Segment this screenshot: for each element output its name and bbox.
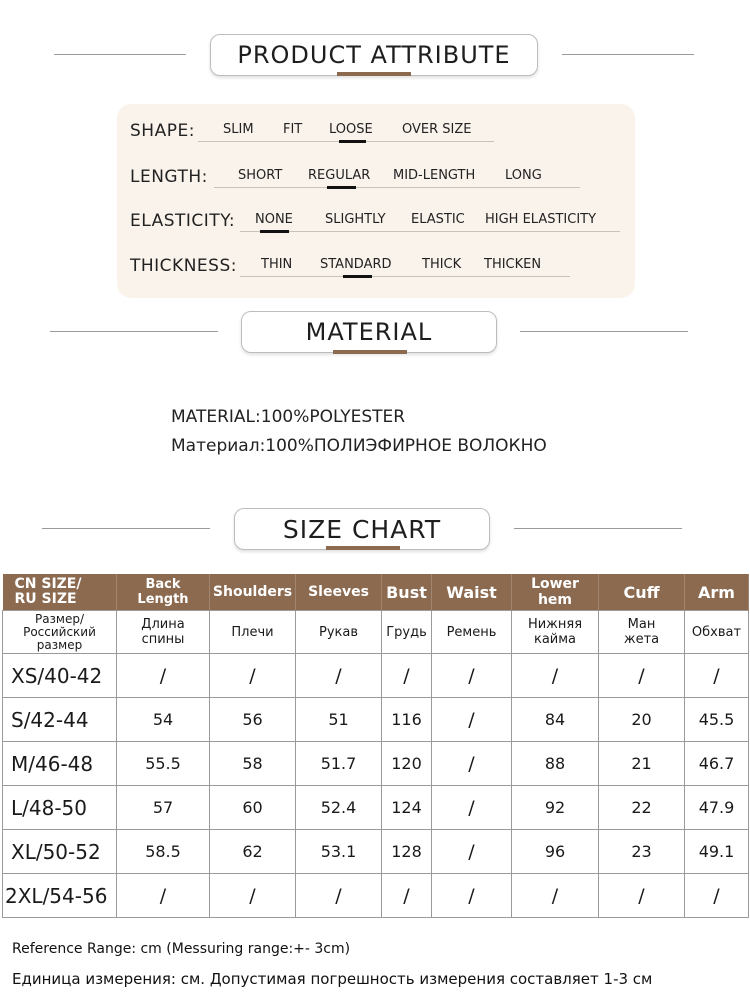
col-header-shoulders: Shoulders	[210, 574, 296, 611]
table-cell: 56	[210, 698, 296, 742]
size-cell: S/42-44	[3, 698, 117, 742]
table-cell: 49.1	[685, 830, 749, 874]
size-cell: L/48-50	[3, 786, 117, 830]
selection-marker	[339, 140, 366, 143]
attr-option: SLIM	[223, 122, 254, 137]
table-cell: 52.4	[296, 786, 382, 830]
divider-line	[42, 528, 210, 529]
table-cell: 120	[382, 742, 432, 786]
table-cell: 92	[512, 786, 599, 830]
table-cell: /	[432, 742, 512, 786]
attr-rule	[214, 187, 580, 188]
attr-option: OVER SIZE	[402, 122, 472, 137]
attr-option-selected: REGULAR	[308, 168, 371, 183]
attr-option-selected: NONE	[255, 212, 293, 227]
title-accent-bar	[337, 72, 411, 76]
attr-option-selected: LOOSE	[329, 122, 373, 137]
table-cell: /	[117, 654, 210, 698]
selection-marker	[343, 275, 372, 278]
table-row-ru-header	[3, 611, 749, 654]
table-row	[3, 742, 749, 786]
table-cell: /	[210, 654, 296, 698]
table-cell: 58	[210, 742, 296, 786]
table-row	[3, 830, 749, 874]
table-cell: 96	[512, 830, 599, 874]
col-header-back-length: Back Length	[117, 574, 210, 611]
table-cell: /	[210, 874, 296, 918]
attr-option: THIN	[261, 257, 293, 272]
size-cell: 2XL/54-56	[3, 874, 117, 918]
divider-line	[54, 54, 186, 55]
table-cell: 51.7	[296, 742, 382, 786]
table-cell: /	[512, 874, 599, 918]
selection-marker	[260, 230, 289, 233]
col-header-lower-hem: Lower hem	[512, 574, 599, 611]
size-cell: XL/50-52	[3, 830, 117, 874]
ru-header-arm: Обхват	[685, 611, 749, 654]
table-cell: /	[117, 874, 210, 918]
title-accent-bar	[333, 350, 407, 354]
col-header-cn-size: CN SIZE/ RU SIZE	[3, 574, 117, 611]
table-cell: 20	[599, 698, 685, 742]
attr-option: HIGH ELASTICITY	[485, 212, 597, 227]
table-cell: /	[382, 654, 432, 698]
table-cell: /	[685, 874, 749, 918]
table-cell: /	[685, 654, 749, 698]
attr-option: THICK	[422, 257, 462, 272]
table-cell: 60	[210, 786, 296, 830]
table-cell: 53.1	[296, 830, 382, 874]
table-cell: 47.9	[685, 786, 749, 830]
size-chart-table	[2, 574, 749, 918]
table-cell: 62	[210, 830, 296, 874]
divider-line	[50, 331, 218, 332]
attr-rule	[240, 276, 570, 277]
title-accent-bar	[326, 546, 400, 550]
table-cell: 22	[599, 786, 685, 830]
attr-label-elasticity: ELASTICITY:	[130, 211, 236, 231]
table-row	[3, 654, 749, 698]
col-header-bust: Bust	[382, 574, 432, 611]
attr-option: LONG	[505, 168, 542, 183]
attr-option: SHORT	[238, 168, 283, 183]
table-cell: 45.5	[685, 698, 749, 742]
col-header-arm: Arm	[685, 574, 749, 611]
table-cell: 57	[117, 786, 210, 830]
table-cell: 51	[296, 698, 382, 742]
table-cell: /	[599, 874, 685, 918]
attr-rule	[240, 231, 620, 232]
table-cell: /	[432, 830, 512, 874]
ru-header-lower-hem: Нижняя кайма	[512, 611, 599, 654]
size-cell: XS/40-42	[3, 654, 117, 698]
divider-line	[520, 331, 688, 332]
col-header-cuff: Cuff	[599, 574, 685, 611]
table-header-row	[3, 574, 749, 611]
attr-option: ELASTIC	[411, 212, 465, 227]
table-row	[3, 698, 749, 742]
selection-marker	[327, 186, 356, 189]
table-cell: 58.5	[117, 830, 210, 874]
table-cell: /	[432, 874, 512, 918]
attr-label-shape: SHAPE:	[130, 121, 195, 141]
attr-label-length: LENGTH:	[130, 167, 208, 187]
ru-header-bust: Грудь	[382, 611, 432, 654]
table-cell: 84	[512, 698, 599, 742]
table-cell: 23	[599, 830, 685, 874]
table-cell: /	[599, 654, 685, 698]
col-header-waist: Waist	[432, 574, 512, 611]
table-cell: /	[432, 654, 512, 698]
ru-header-size: Размер/ Российский размер	[3, 611, 117, 654]
table-cell: /	[432, 698, 512, 742]
section-title-material: MATERIAL	[241, 311, 497, 353]
table-cell: /	[512, 654, 599, 698]
size-cell: M/46-48	[3, 742, 117, 786]
ru-header-back-length: Длина спины	[117, 611, 210, 654]
attr-label-thickness: THICKNESS:	[130, 256, 237, 276]
material-text-ru: Материал:100%ПОЛИЭФИРНОЕ ВОЛОКНО	[171, 436, 547, 456]
attr-option: FIT	[283, 122, 303, 137]
attr-option: MID-LENGTH	[393, 168, 476, 183]
reference-range-note: Reference Range: cm (Messuring range:+- 3cm)	[12, 941, 351, 957]
ru-header-sleeves: Рукав	[296, 611, 382, 654]
table-cell: /	[296, 874, 382, 918]
attr-option-selected: STANDARD	[320, 257, 392, 272]
ru-header-waist: Ремень	[432, 611, 512, 654]
attr-option: SLIGHTLY	[325, 212, 386, 227]
section-title-product-attribute: PRODUCT ATTRIBUTE	[210, 34, 538, 76]
ru-header-cuff: Ман жета	[599, 611, 685, 654]
measurement-note-ru: Единица измерения: см. Допустимая погрешность измерения составляет 1-3 см	[12, 970, 653, 988]
section-title-size-chart: SIZE CHART	[234, 508, 490, 550]
material-text-en: MATERIAL:100%POLYESTER	[171, 407, 406, 427]
table-cell: /	[296, 654, 382, 698]
table-cell: 124	[382, 786, 432, 830]
attr-option: THICKEN	[484, 257, 542, 272]
table-cell: /	[382, 874, 432, 918]
table-cell: 88	[512, 742, 599, 786]
table-cell: 116	[382, 698, 432, 742]
table-cell: 54	[117, 698, 210, 742]
col-header-sleeves: Sleeves	[296, 574, 382, 611]
ru-header-shoulders: Плечи	[210, 611, 296, 654]
table-cell: 128	[382, 830, 432, 874]
table-row	[3, 874, 749, 918]
table-cell: 21	[599, 742, 685, 786]
table-cell: 46.7	[685, 742, 749, 786]
table-cell: /	[432, 786, 512, 830]
table-cell: 55.5	[117, 742, 210, 786]
table-row	[3, 786, 749, 830]
divider-line	[562, 54, 694, 55]
divider-line	[514, 528, 682, 529]
